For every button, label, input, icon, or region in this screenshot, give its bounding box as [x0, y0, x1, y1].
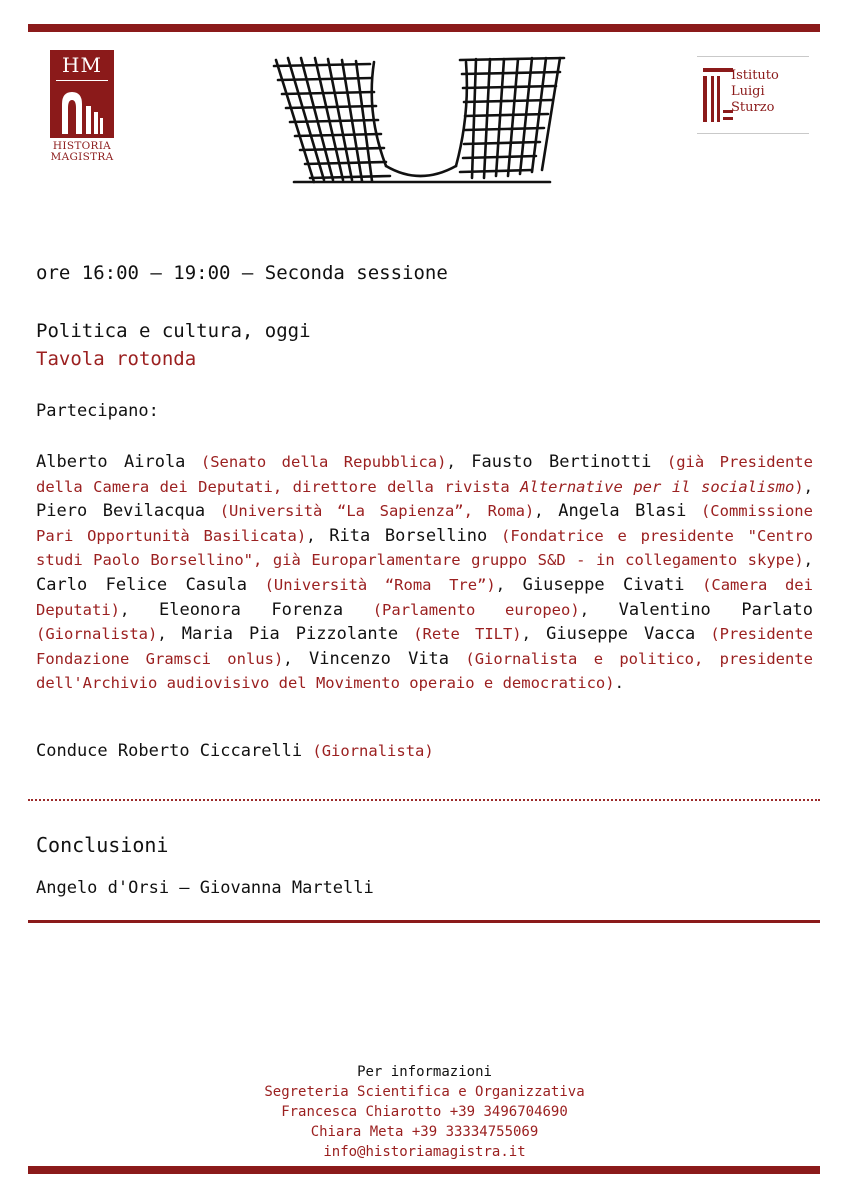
moderator-name: Roberto Ciccarelli [117, 741, 303, 761]
participant: Angela Blasi (Commissione Pari Opportunità Basilicata), [36, 501, 813, 545]
participant: Eleonora Forenza (Parlamento europeo), [158, 599, 619, 620]
info-line-contact: Francesca Chiarotto +39 3496704690 [281, 1104, 568, 1120]
participant: Piero Bevilacqua (Università “La Sapienza”, Roma), [36, 501, 559, 522]
info-heading: Per informazioni [357, 1064, 492, 1080]
info-email[interactable]: info@historiamagistra.it [323, 1144, 526, 1160]
participant-name: Valentino Parlato [618, 599, 813, 620]
moderator-affiliation: (Giornalista) [312, 742, 434, 760]
dotted-divider [28, 799, 820, 801]
moderator-label: Conduce [36, 741, 108, 761]
mid-rule [28, 920, 820, 923]
participant-affiliation: (Fondatrice e presidente "Centro studi Paolo Borsellino", già Europarlamentare gruppo S&D - in collegamento skype) [36, 526, 813, 570]
participant-affiliation: (Commissione Pari Opportunità Basilicata) [36, 502, 813, 545]
participant-name: Rita Borsellino [329, 525, 488, 546]
participant-affiliation: (Università “Roma Tre”) [264, 575, 496, 594]
logo-caption-line: HISTORIA [52, 140, 112, 152]
participants-list [36, 450, 813, 696]
conclusions-heading: Conclusioni [36, 833, 169, 857]
participant-name: Carlo Felice Casula [36, 574, 247, 595]
participant-affiliation: (Camera dei Deputati) [36, 575, 813, 619]
participant: Valentino Parlato (Giornalista), [36, 599, 813, 644]
participant-affiliation: (Parlamento europeo) [372, 600, 580, 619]
session-title: Politica e cultura, oggi [36, 320, 311, 342]
participant: Giuseppe Vacca (Presidente Fondazione Gramsci onlus), [36, 624, 813, 668]
participant-affiliation: (Università “La Sapienza”, Roma) [219, 502, 535, 521]
participant-affiliation: (Giornalista e politico, presidente dell'Archivio audiovisivo del Movimento operaio e democratico) [36, 649, 813, 693]
participant: Fausto Bertinotti (già Presidente della Camera dei Deputati, direttore della rivista Alternative per il socialismo), [36, 452, 814, 496]
bottom-rule [28, 1166, 820, 1174]
moderator-line [36, 741, 434, 761]
historia-magistra-logo [48, 50, 116, 163]
info-line-secretariat: Segreteria Scientifica e Organizzativa [264, 1084, 585, 1100]
participant: Carlo Felice Casula (Università “Roma Tre”), [36, 574, 523, 595]
participant-name: Alberto Airola [36, 452, 186, 472]
participant-affiliation: (Senato della Repubblica) [200, 453, 447, 471]
participant-name: Eleonora Forenza [158, 599, 344, 620]
ruin-arch-icon [58, 84, 106, 134]
participant: Giuseppe Civati (Camera dei Deputati), [36, 574, 813, 619]
participant: Rita Borsellino (Fondatrice e presidente "Centro studi Paolo Borsellino", già Europarlamentare gruppo S&D - in collegamento skype), [36, 525, 813, 570]
grid-sketch-icon [270, 54, 574, 186]
participants-intro: Partecipano: [36, 401, 159, 421]
participant-name: Fausto Bertinotti [471, 452, 652, 472]
logo-monogram: HM [62, 53, 102, 77]
logo-name-line: Istituto [731, 68, 779, 83]
participant-name: Angela Blasi [558, 501, 687, 522]
participant-name: Maria Pia Pizzolante [181, 624, 399, 645]
participant: Alberto Airola (Senato della Repubblica), [36, 452, 472, 472]
journal-title: Alternative per il socialismo [520, 477, 795, 496]
logo-name-line: Sturzo [731, 100, 775, 115]
participant-affiliation: (Giornalista) [36, 625, 158, 644]
participant-name: Giuseppe Civati [522, 574, 685, 595]
participant: Vincenzo Vita (Giornalista e politico, presidente dell'Archivio audiovisivo del Movimento operaio e democratico). [36, 648, 813, 693]
participant-name: Giuseppe Vacca [546, 624, 696, 645]
session-time: ore 16:00 – 19:00 – Seconda sessione [36, 262, 448, 284]
logo-caption-line: MAGISTRA [50, 151, 114, 163]
conclusions-speakers: Angelo d'Orsi – Giovanna Martelli [36, 878, 374, 898]
participant-affiliation: (Rete TILT) [413, 625, 522, 644]
top-rule [28, 24, 820, 32]
participant-name: Piero Bevilacqua [36, 501, 206, 522]
info-line-contact: Chiara Meta +39 33334755069 [310, 1124, 539, 1140]
participant-affiliation: (già Presidente della Camera dei Deputati, direttore della rivista Alternative per il socialismo) [36, 453, 813, 496]
participant-affiliation: (Presidente Fondazione Gramsci onlus) [36, 625, 813, 668]
participant: Maria Pia Pizzolante (Rete TILT), [181, 624, 547, 645]
participant-name: Vincenzo Vita [308, 648, 450, 669]
istituto-sturzo-logo [697, 56, 809, 134]
temple-frame-icon [703, 68, 733, 122]
logo-name-line: Luigi [731, 84, 765, 99]
session-subtitle: Tavola rotonda [36, 348, 197, 370]
